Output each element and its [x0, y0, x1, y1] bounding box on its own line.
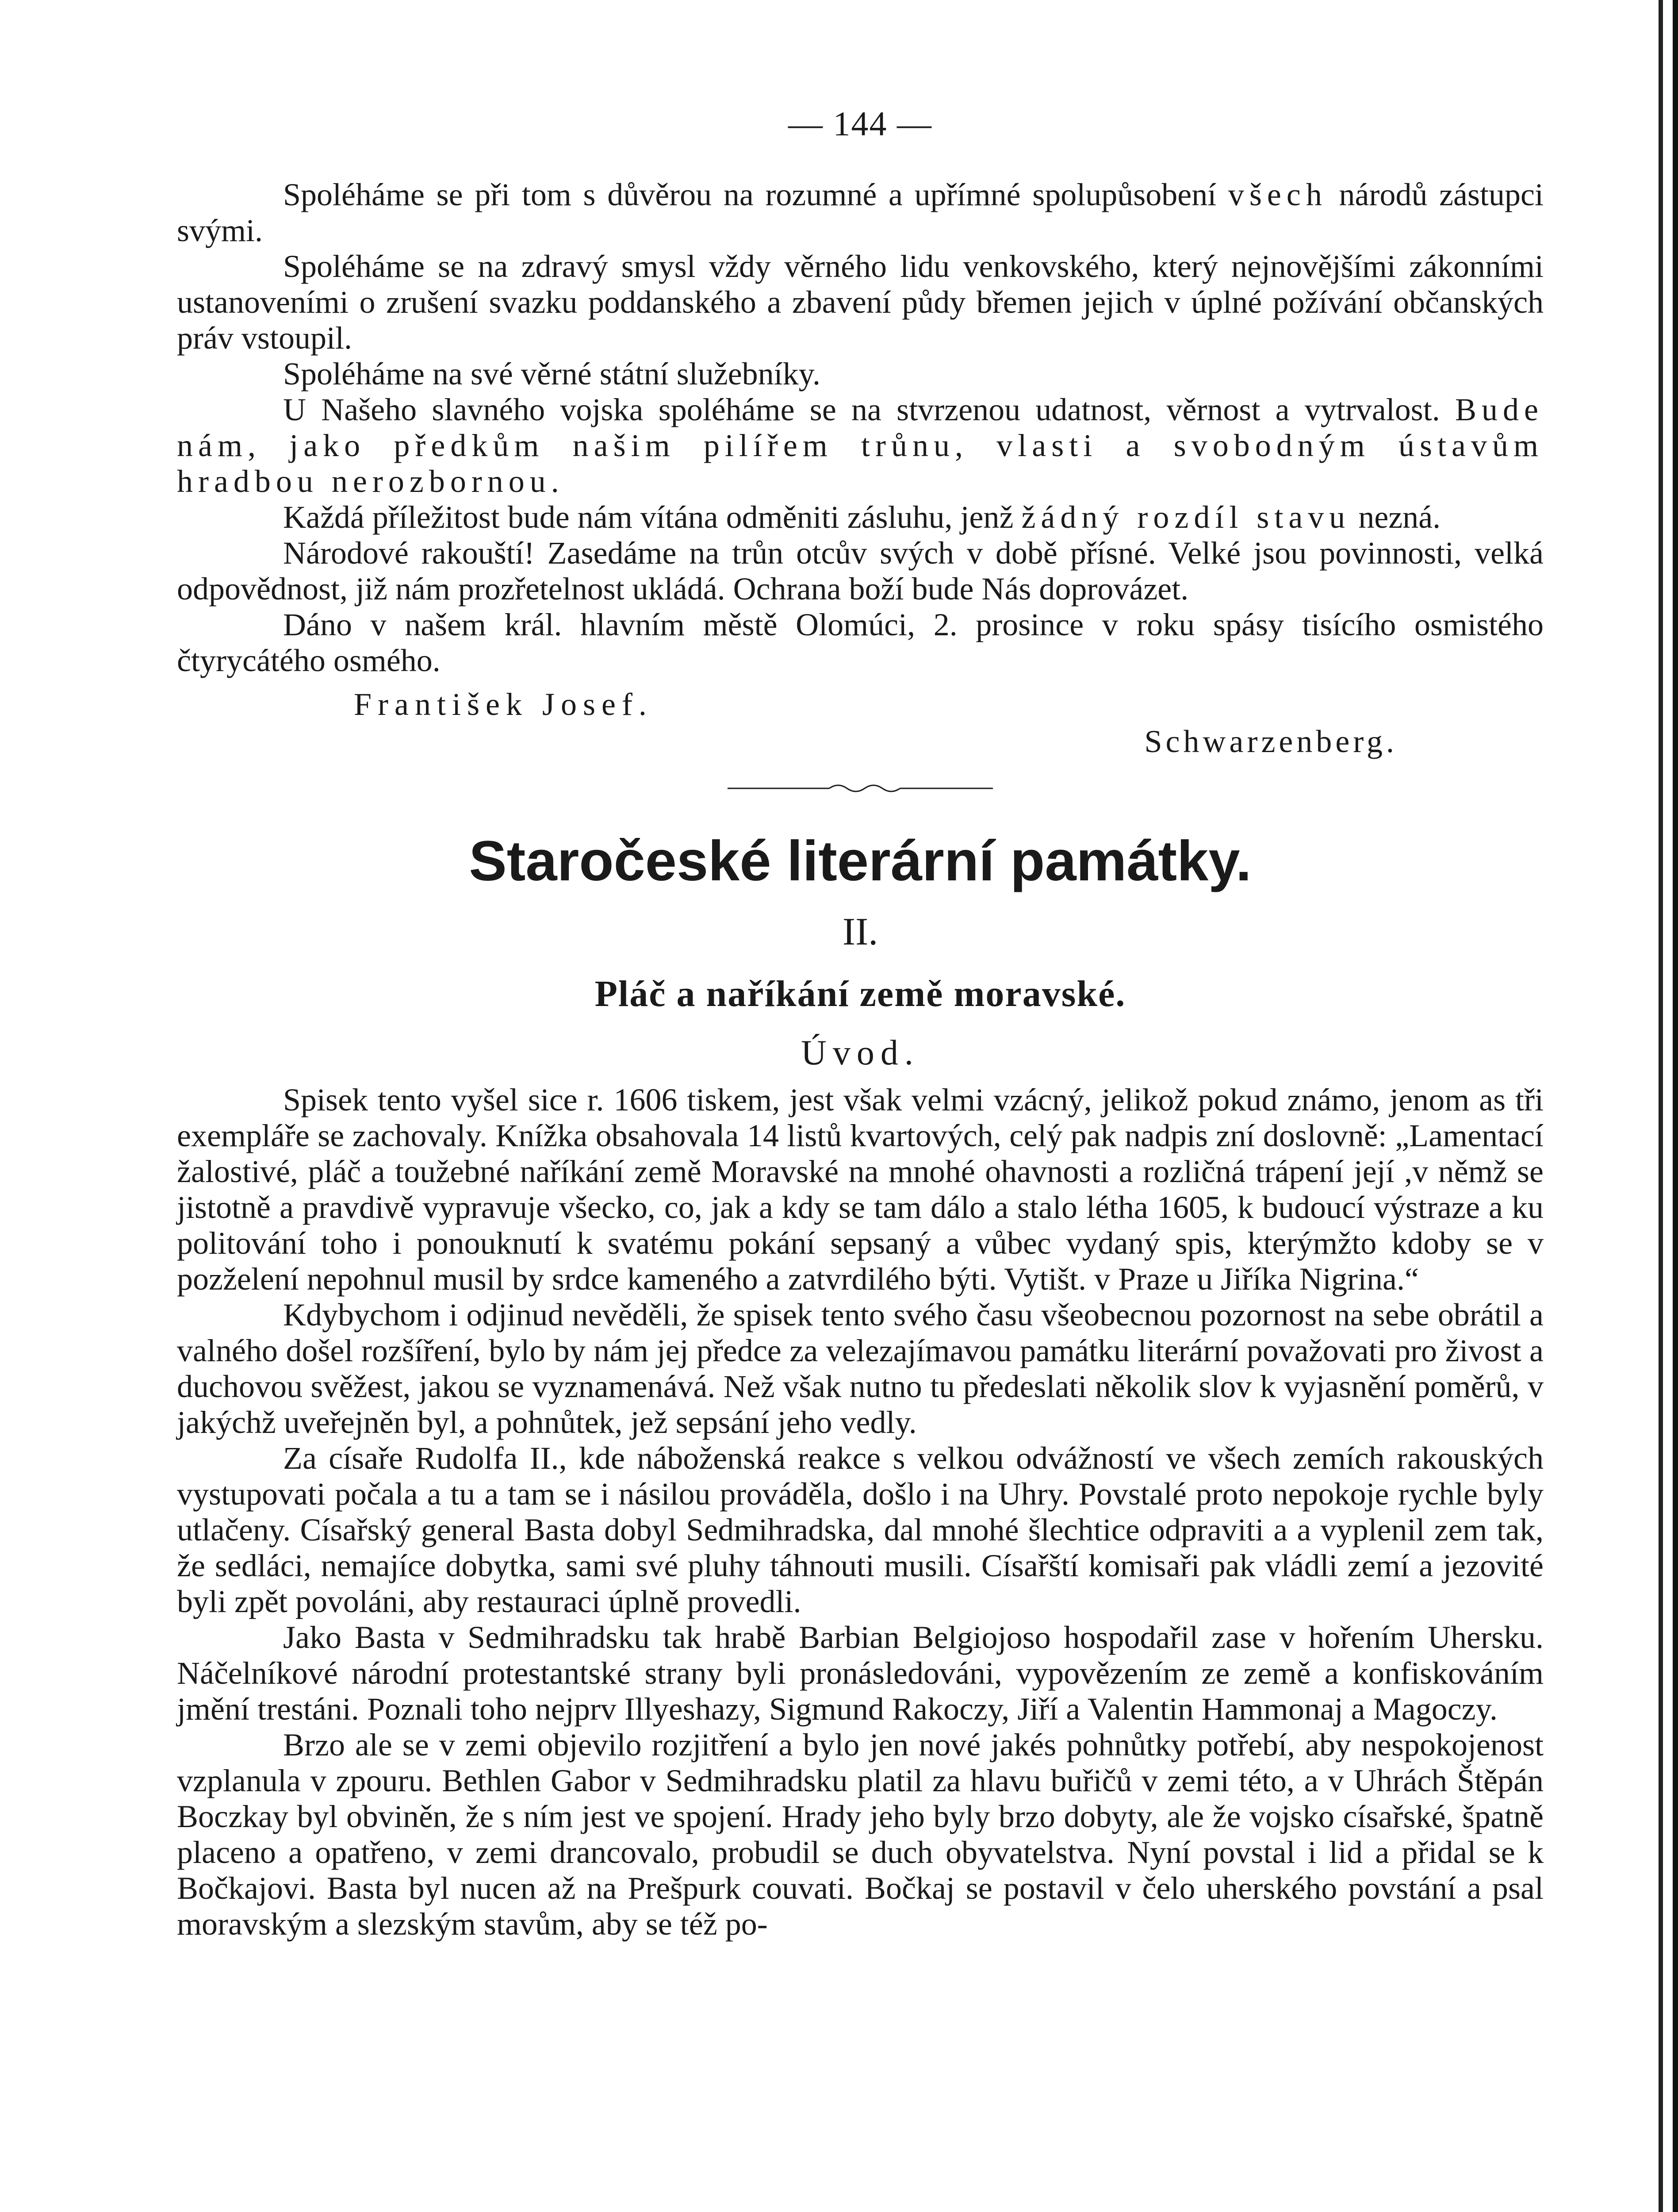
proclamation-paragraph: [177, 607, 1544, 679]
paragraph-text: národů zástupci svými.: [177, 177, 1544, 248]
paragraph-text: nezná.: [1350, 499, 1441, 535]
article-title: Staročeské literární památky.: [469, 830, 1252, 893]
article-paragraph: Jako Basta v Sedmihradsku tak hrabě Barbian Belgiojoso hospodařil zase v hořením Uhersku. Náčelníkové národní protestantské strany byli pronásledováni, vypovězením ze země a konfiskováním jmění trestáni. Poznali toho nejprv Illyeshazy, Sigmund Rakoczy, Jiří a Valentin Hammonaj a Magoczy.: [177, 1620, 1544, 1727]
emphasized-text: Bude nám, jako předkům našim pilířem trůnu, vlasti a svobodným ústavům hradbou nerozbornou.: [177, 392, 1544, 499]
emphasized-text: všech: [1228, 177, 1327, 212]
proclamation-paragraph: [177, 177, 1544, 249]
paragraph-text: U Našeho slavného vojska spoléháme se na stvrzenou udatnost, věrnost a vytrvalost.: [283, 392, 1456, 427]
article-body: [177, 1082, 1544, 1942]
proclamation-text: [177, 177, 1544, 679]
proclamation-paragraph: [177, 249, 1544, 356]
signatures: [177, 687, 1544, 766]
paragraph-text: Národové rakouští! Zasedáme na trůn otcův svých v době přísné. Velké jsou povinnosti, velká odpovědnost, již nám prozřetelnost ukládá. Ochrana boží bude Nás doprovázet.: [177, 535, 1544, 607]
proclamation-paragraph: [177, 535, 1544, 607]
article-paragraph: Za císaře Rudolfa II., kde náboženská reakce s velkou odvážností ve všech zemích rakouských vystupovati počala a tu a tam se i násilou prováděla, došlo i na Uhry. Povstalé proto nepokoje rychle byly utlačeny. Císařský general Basta dobyl Sedmihradska, dal mnohé šlechtice odpraviti a a vyplenil zem tak, že sedláci, nemajíce dobytka, sami své pluhy táhnouti musili. Císařští komisaři pak vládli zemí a jezovité byli zpět povoláni, aby restauraci úplně provedli.: [177, 1440, 1544, 1619]
part-number: II.: [842, 910, 878, 953]
article-paragraph: Spisek tento vyšel sice r. 1606 tiskem, jest však velmi vzácný, jelikož pokud známo, jenom as tři exempláře se zachovaly. Knížka obsahovala 14 listů kvartových, celý pak nadpis zní doslovně: „Lamentací žalostivé, pláč a toužebné naříkání země Moravské na mnohé ohavnosti a rozličná trápení její ,v němž se jistotně a pravdivě vypravuje všecko, co, jak a kdy se tam dálo a stalo létha 1605, k budoucí výstraze a ku politování toho i ponouknutí k svatému pokání sepsaný a vůbec vydaný spis, kterýmžto kdoby se v pozželení nepohnul musil by srdce kameného a zatvrdilého býti. Vytišt. v Praze u Jiříka Nigrina.“: [177, 1082, 1544, 1297]
proclamation-paragraph: [177, 392, 1544, 499]
page-body: [177, 102, 1544, 1942]
paragraph-text: Každá příležitost bude nám vítána odměniti zásluhu, jenž: [283, 499, 1022, 535]
paragraph-text: Dáno v našem král. hlavním městě Olomúci, 2. prosince v roku spásy tisícího osmistého čtyrycátého osmého.: [177, 607, 1544, 678]
paragraph-text: Spoléháme na své věrné státní služebníky.: [283, 356, 820, 392]
scan-edge: [1673, 0, 1678, 2212]
paragraph-text: Spoléháme se při tom s důvěrou na rozumné a upřímné spolupůsobení: [283, 177, 1228, 212]
signature-emperor: František Josef.: [354, 687, 653, 722]
signature-minister: Schwarzenberg.: [1144, 724, 1398, 759]
proclamation-paragraph: [177, 356, 1544, 392]
emphasized-text: žádný rozdíl stavu: [1021, 499, 1351, 535]
article-paragraph: Kdybychom i odjinud nevěděli, že spisek tento svého času všeobecnou pozornost na sebe obrátil a valného došel rozšíření, bylo by nám jej předce za velezajímavou památku literární považovati pro živost a duchovou svěžest, jakou se vyznamenává. Než však nutno tu předeslati několik slov k vyjasnění poměrů, v jakýchž uveřejněn byl, a pohnůtek, jež sepsání jeho vedly.: [177, 1297, 1544, 1440]
paragraph-text: Spoléháme se na zdravý smysl vždy věrného lidu venkovského, který nejnovějšími zákonními ustanoveními o zrušení svazku poddanského a zbavení půdy břemen jejich v úplné požívání občanských práv vstoupil.: [177, 249, 1544, 356]
intro-heading: Úvod.: [801, 1033, 919, 1072]
page-number: — 144 —: [788, 104, 932, 143]
scan-edge: [1659, 0, 1663, 2212]
ornament-divider: [728, 780, 993, 797]
section-title: Pláč a naříkání země moravské.: [594, 973, 1126, 1014]
article-paragraph: Brzo ale se v zemi objevilo rozjitření a bylo jen nové jakés pohnůtky potřebí, aby nespokojenost vzplanula v zpouru. Bethlen Gabor v Sedmihradsku platil za hlavu buřičů v zemi této, a v Uhrách Štěpán Boczkay byl obviněn, že s ním jest ve spojení. Hrady jeho byly brzo dobyty, ale že vojsko císařské, špatně placeno a opatřeno, v zemi drancovalo, probudil se duch obyvatelstva. Nyní povstal i lid a přidal se k Bočkajovi. Basta byl nucen až na Prešpurk couvati. Bočkaj se postavil v čelo uherského povstání a psal moravským a slezským stavům, aby se též po-: [177, 1727, 1544, 1942]
proclamation-paragraph: [177, 499, 1544, 535]
